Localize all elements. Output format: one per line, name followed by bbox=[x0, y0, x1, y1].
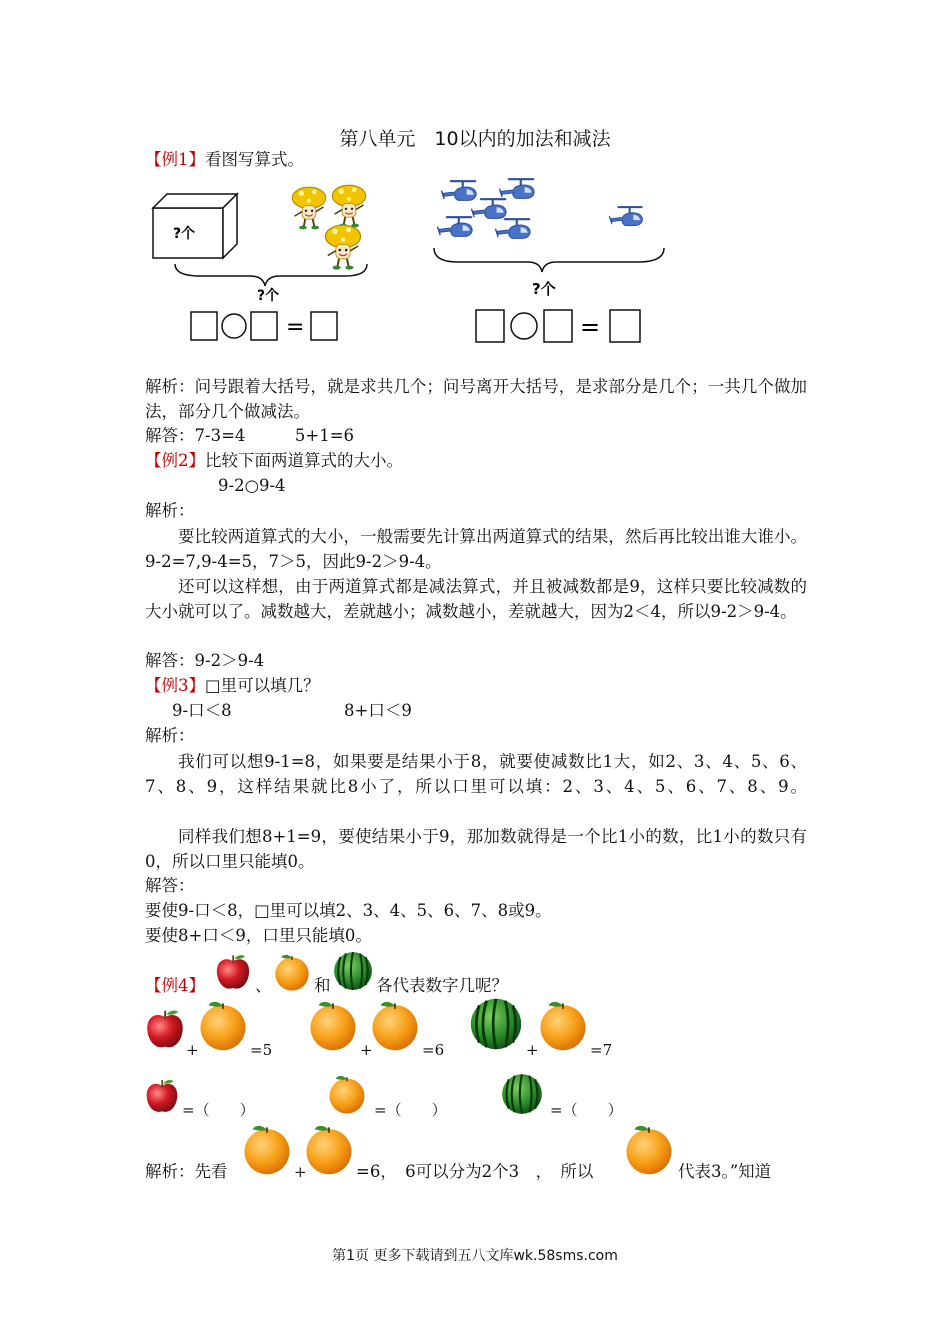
orange-icon bbox=[326, 1072, 368, 1116]
answer-blank: =（ ） bbox=[374, 1101, 447, 1119]
svg-text:=: = bbox=[580, 313, 601, 341]
brace-label: ?个 bbox=[532, 280, 556, 298]
example-3-answer-label: 解答： bbox=[145, 876, 195, 895]
watermelon-icon bbox=[468, 996, 524, 1052]
page-title: 第八单元 10以内的加法和减法 bbox=[339, 128, 611, 150]
example-1-header bbox=[145, 148, 304, 172]
mushroom-icon bbox=[325, 225, 360, 269]
apple-icon bbox=[143, 1005, 187, 1053]
example-3-expression-2: 8+口＜9 bbox=[344, 701, 412, 720]
mushroom-icon bbox=[332, 185, 365, 227]
helicopter-icon bbox=[499, 178, 534, 198]
example-1-answer: 解答：7-3=4 5+1=6 bbox=[145, 426, 355, 445]
example-2-tag: 【例2】 bbox=[145, 451, 205, 470]
helicopter-icon bbox=[441, 180, 476, 200]
apple-icon bbox=[213, 952, 253, 992]
apple-icon bbox=[143, 1075, 181, 1117]
brace-label: ?个 bbox=[257, 288, 280, 304]
equation-template bbox=[476, 310, 640, 342]
orange-icon bbox=[272, 952, 312, 992]
example-1-analysis: 解析：问号跟着大括号，就是求共几个；问号离开大括号，是求部分是几个；一共几个做加法，部分几个做减法。 bbox=[145, 377, 807, 421]
example-2-analysis-p2: 还可以这样想，由于两道算式都是减法算式，并且被减数都是9，这样只要比较减数的大小就可以了。减数越大，差就越小；减数越小，差就越大，因为2＜4，所以9-2＞9-4。 bbox=[145, 577, 807, 621]
example-1-figure-left bbox=[145, 176, 375, 348]
example-3-answer-1: 要使9-口＜8，□里可以填2、3、4、5、6、7、8或9。 bbox=[145, 901, 552, 920]
mushroom-icon bbox=[292, 187, 325, 229]
example-4-analysis-mid: =6， 6可以分为2个3 ， 所以 bbox=[356, 1162, 594, 1181]
example-4-analysis-start: 解析：先看 bbox=[145, 1162, 228, 1181]
orange-icon bbox=[536, 996, 590, 1054]
example-4-analysis-end: 代表3。”知道 bbox=[678, 1162, 772, 1181]
orange-icon bbox=[302, 1120, 356, 1178]
example-3-analysis-p1: 我们可以想9-1=8，如果要是结果小于8，就要使减数比1大，如2、3、4、5、6、7、8、9，这样结果就比8小了，所以口里可以填：2、3、4、5、6、7、8、9。 bbox=[145, 752, 807, 796]
example-4-prompt: 各代表数字几呢？ bbox=[376, 976, 508, 995]
plus-sign: + bbox=[294, 1163, 307, 1181]
orange-icon bbox=[368, 996, 422, 1054]
answer-blank: =（ ） bbox=[550, 1101, 623, 1119]
helicopter-icon bbox=[609, 206, 642, 225]
helicopter-icon bbox=[495, 218, 530, 238]
plus-sign: + bbox=[186, 1041, 199, 1059]
brace bbox=[434, 248, 664, 272]
equation-result: =7 bbox=[590, 1041, 613, 1059]
example-2-prompt: 比较下面两道算式的大小。 bbox=[205, 451, 403, 470]
orange-icon bbox=[196, 996, 250, 1054]
answer-blank: =（ ） bbox=[182, 1101, 255, 1119]
box-illustration bbox=[153, 194, 237, 258]
example-3-answer-2: 要使8+口＜9，口里只能填0。 bbox=[145, 926, 372, 945]
example-2-analysis-p1: 要比较两道算式的大小，一般需要先计算出两道算式的结果，然后再比较出谁大谁小。9-2=7,9-4=5，7＞5，因此9-2＞9-4。 bbox=[145, 527, 807, 571]
separator: 、 bbox=[255, 976, 272, 995]
example-1-prompt: 看图写算式。 bbox=[205, 150, 304, 169]
example-2-answer: 解答：9-2＞9-4 bbox=[145, 651, 265, 670]
box-label: ?个 bbox=[173, 226, 196, 242]
helicopter-icon bbox=[437, 216, 472, 236]
example-1-tag: 【例1】 bbox=[145, 150, 205, 169]
plus-sign: + bbox=[360, 1041, 373, 1059]
orange-icon bbox=[306, 996, 360, 1054]
example-3-prompt: □里可以填几？ bbox=[205, 676, 320, 695]
example-1-figure-right bbox=[428, 176, 673, 348]
orange-icon bbox=[240, 1120, 294, 1178]
equation-result: =6 bbox=[422, 1041, 445, 1059]
helicopter-icon bbox=[471, 198, 506, 218]
example-3-header bbox=[145, 674, 320, 698]
example-3-tag: 【例3】 bbox=[145, 676, 205, 695]
example-2-header bbox=[145, 449, 403, 473]
example-3-expression-1: 9-口＜8 bbox=[172, 701, 232, 720]
example-3-analysis-label: 解析： bbox=[145, 726, 195, 745]
equation-template bbox=[191, 312, 337, 340]
plus-sign: + bbox=[526, 1041, 539, 1059]
example-2-expression: 9-2○9-4 bbox=[218, 476, 286, 495]
page-footer: 第1页 更多下载请到五八文库wk.58sms.com bbox=[332, 1248, 618, 1264]
example-4-tag: 【例4】 bbox=[145, 976, 205, 995]
equation-result: =5 bbox=[250, 1041, 273, 1059]
svg-text:=: = bbox=[286, 315, 305, 340]
watermelon-icon bbox=[500, 1072, 544, 1116]
orange-icon bbox=[622, 1120, 676, 1178]
example-2-analysis-label: 解析： bbox=[145, 501, 195, 520]
separator: 和 bbox=[314, 976, 331, 995]
example-3-analysis-p2: 同样我们想8+1=9，要使结果小于9，那加数就得是一个比1小的数，比1小的数只有0，所以口里只能填0。 bbox=[145, 827, 807, 871]
watermelon-icon bbox=[332, 950, 374, 992]
